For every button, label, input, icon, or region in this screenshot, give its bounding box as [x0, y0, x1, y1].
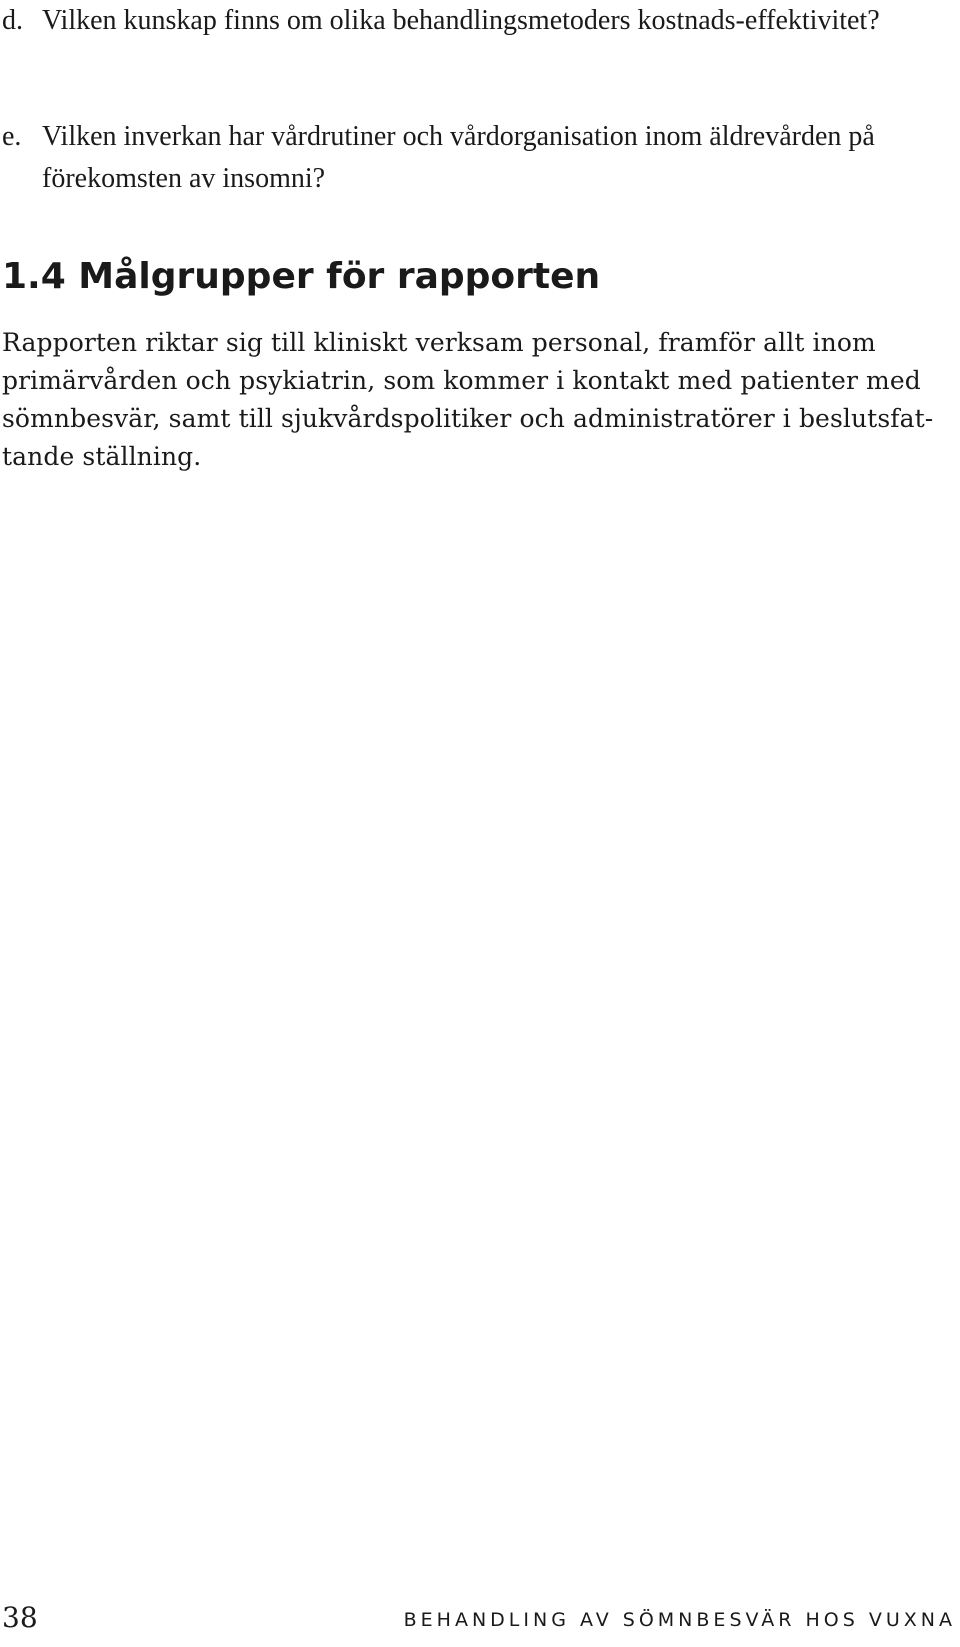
list-marker: d. [2, 5, 23, 36]
page-footer [0, 1598, 960, 1638]
running-footer-title: BEHANDLING AV SÖMNBESVÄR HOS VUXNA [403, 1609, 956, 1631]
list-item-text: Vilken kunskap finns om olika behandlingsmetoders kostnads-effektivitet? [42, 5, 880, 36]
body-paragraph: Rapporten riktar sig till kliniskt verksam personal, framför allt inom primärvården och psykiatrin, som kommer i kontakt med patienter med sömnbesvär, samt till sjukvårdspolitiker och administratörer i beslutsfat-tande ställning. [2, 328, 934, 471]
section-heading: 1.4 Målgrupper för rapporten [2, 256, 601, 297]
list-marker: e. [2, 121, 22, 152]
page-number: 38 [2, 1601, 38, 1634]
list-item-d [0, 0, 930, 42]
list-item-e [0, 116, 930, 200]
list-item-text: Vilken inverkan har vårdrutiner och vårdorganisation inom äldrevården på förekomsten av insomni? [42, 121, 875, 194]
